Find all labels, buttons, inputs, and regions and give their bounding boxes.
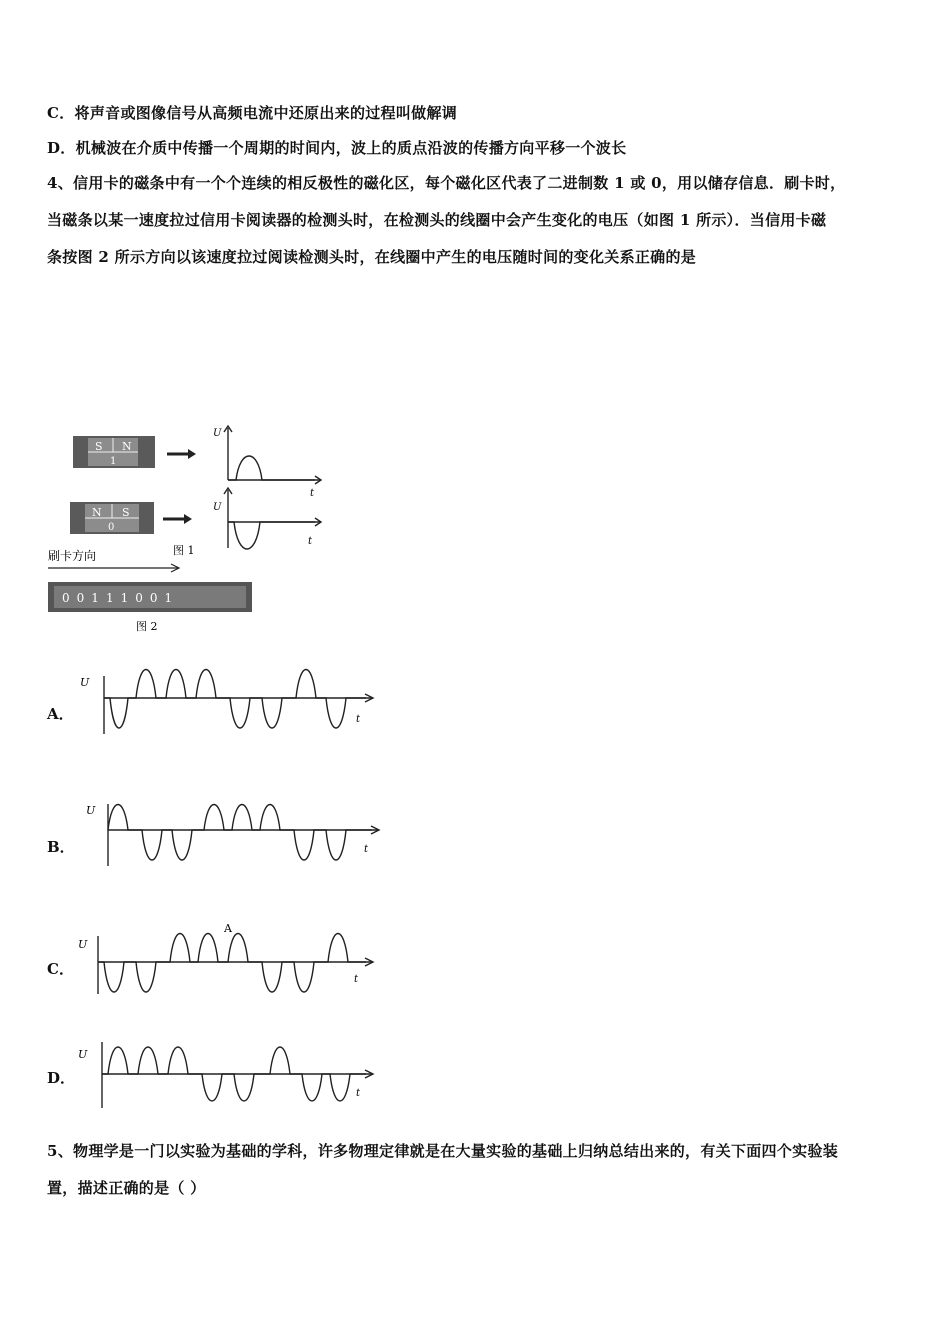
magnet-1-left-pole: S [95,440,103,453]
axis-u-label: U [78,1048,88,1061]
option-a-label: A． [47,705,74,723]
axis-u-label: U [80,676,90,689]
figure-credit-card-magnet [40,418,340,638]
figure-1-caption: 图 1 [173,544,195,557]
swipe-direction-label: 刷卡方向 [48,549,97,563]
figure-2-caption: 图 2 [136,620,158,633]
axis-u-label: U [78,938,88,951]
axis-u-label: U [213,502,222,513]
option-b-waveform [80,796,390,872]
magnet-2-digit: 0 [108,522,115,533]
question-4-line-1: 4、信用卡的磁条中有一个个连续的相反极性的磁化区，每个磁化区代表了二进制数 1 或 0，用以储存信息．刷卡时， [47,174,846,192]
axis-t-label: t [364,844,369,855]
option-d-waveform [74,1034,384,1110]
magnet-2-right-pole: S [122,506,130,519]
annotation-label: A [224,922,232,935]
question-5-line-1: 5、物理学是一门以实验为基础的学科，许多物理定律就是在大量实验的基础上归纳总结出来的，有关下面四个实验装 [47,1142,839,1160]
axis-t-label: t [310,488,315,499]
axis-t-label: t [356,1088,361,1099]
waveform-positive-pulse [213,426,321,499]
option-c-waveform [74,916,384,1000]
magnet-2-left-pole: N [92,506,102,519]
option-d-label: D． [47,1069,76,1087]
magnet-1-right-pole: N [122,440,132,453]
card-strip [48,582,252,612]
option-b-label: B． [47,838,75,856]
magnet-2 [70,502,154,534]
magnet-1-digit: 1 [110,456,117,467]
swipe-arrow-icon [48,564,179,572]
waveform-negative-pulse [213,488,321,549]
question-4-line-3: 条按图 2 所示方向以该速度拉过阅读检测头时，在线圈中产生的电压随时间的变化关系正确的是 [47,248,697,266]
magnet-1 [73,436,155,468]
axis-t-label: t [354,974,359,985]
option-a-waveform [76,660,386,740]
axis-t-label: t [308,536,313,547]
axis-t-label: t [356,714,361,725]
axis-u-label: U [86,804,96,817]
option-d-previous-question: D．机械波在介质中传播一个周期的时间内，波上的质点沿波的传播方向平移一个波长 [47,139,627,157]
question-4-line-2: 当磁条以某一速度拉过信用卡阅读器的检测头时，在检测头的线圈中会产生变化的电压（如图 1 所示）．当信用卡磁 [47,211,827,229]
axis-u-label: U [213,428,222,439]
arrow-right-icon [163,514,192,524]
arrow-right-icon [167,449,196,459]
strip-bits: 0 0 1 1 1 0 0 1 [62,591,174,605]
question-5-line-2: 置，描述正确的是（ ） [47,1179,206,1197]
option-c-previous-question: C．将声音或图像信号从高频电流中还原出来的过程叫做解调 [47,104,458,122]
option-c-label: C． [47,960,74,978]
